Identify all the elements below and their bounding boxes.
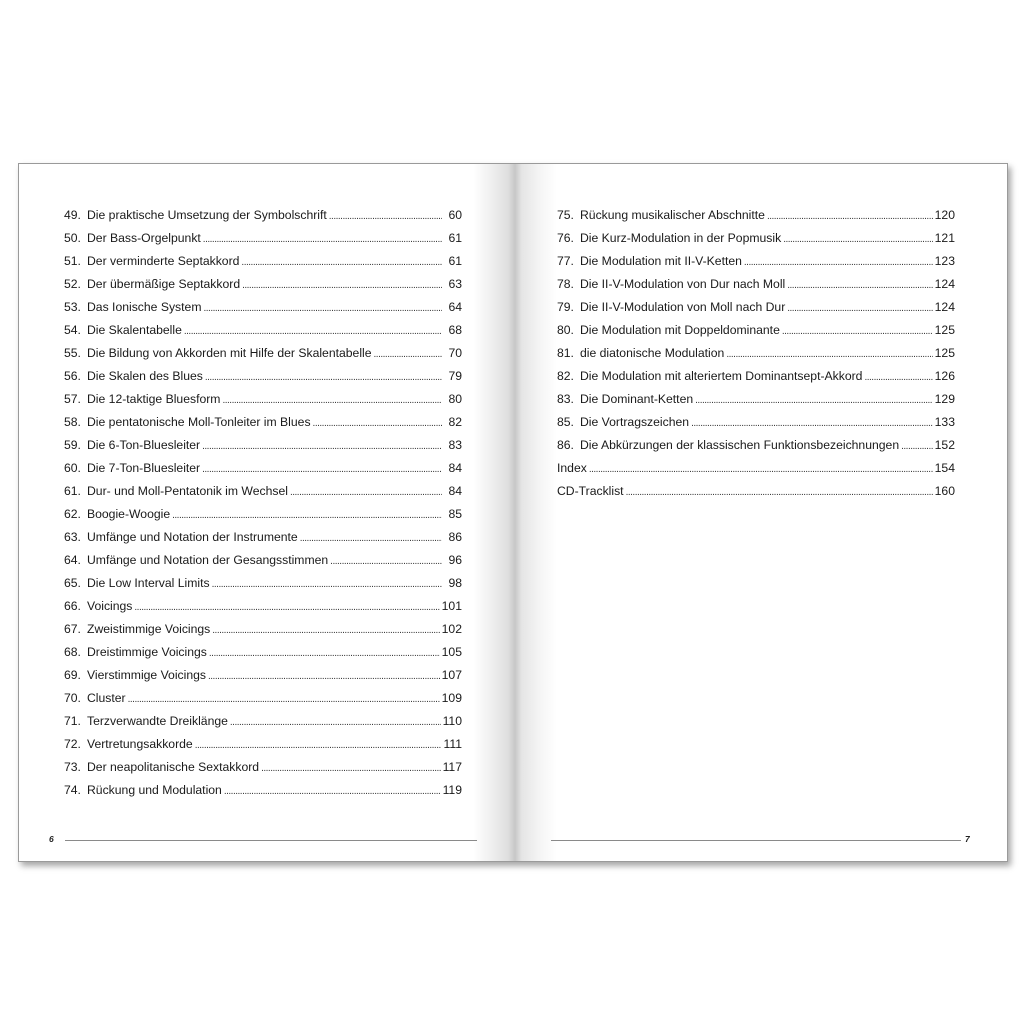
- toc-entry-number: 58.: [64, 415, 81, 429]
- toc-entry-page: 68: [448, 323, 462, 337]
- page-number-right: 7: [965, 834, 970, 844]
- toc-dot-leader: [330, 556, 442, 567]
- toc-entry-title: Die Skalentabelle: [87, 323, 182, 337]
- toc-entry: [557, 277, 955, 300]
- toc-entry-page: 83: [448, 438, 462, 452]
- toc-dot-leader: [787, 303, 932, 314]
- toc-entry-title: Rückung und Modulation: [87, 783, 222, 797]
- toc-entry: [557, 415, 955, 438]
- toc-entry-number: 71.: [64, 714, 81, 728]
- toc-entry-title: Die Modulation mit Doppeldominante: [580, 323, 780, 337]
- toc-entry-page: 121: [934, 231, 955, 245]
- toc-entry-number: 51.: [64, 254, 81, 268]
- toc-left-page: [64, 208, 462, 806]
- toc-entry: [557, 392, 955, 415]
- toc-entry-title: Terzverwandte Dreiklänge: [87, 714, 228, 728]
- toc-entry: [64, 622, 462, 645]
- toc-entry-title: Dur- und Moll-Pentatonik im Wechsel: [87, 484, 288, 498]
- toc-entry-title: Der übermäßige Septakkord: [87, 277, 241, 291]
- toc-entry: [557, 323, 955, 346]
- toc-right-page: [557, 208, 955, 507]
- toc-entry-number: 64.: [64, 553, 81, 567]
- toc-entry: [64, 507, 462, 530]
- toc-entry-page: 80: [448, 392, 462, 406]
- toc-entry-page: 125: [934, 323, 955, 337]
- toc-entry-title: Dreistimmige Voicings: [87, 645, 207, 659]
- toc-dot-leader: [212, 579, 442, 590]
- toc-dot-leader: [222, 395, 442, 406]
- toc-entry-page: 79: [448, 369, 462, 383]
- toc-entry-title: Index: [557, 461, 587, 475]
- toc-entry: [64, 254, 462, 277]
- toc-entry: [64, 277, 462, 300]
- toc-entry: [64, 668, 462, 691]
- toc-entry: [64, 484, 462, 507]
- toc-dot-leader: [224, 786, 441, 797]
- toc-dot-leader: [864, 372, 932, 383]
- toc-dot-leader: [726, 349, 932, 360]
- toc-entry-page: 124: [934, 277, 955, 291]
- toc-entry: [557, 484, 955, 507]
- toc-entry-page: 102: [441, 622, 462, 636]
- toc-entry-page: 82: [448, 415, 462, 429]
- toc-entry: [64, 415, 462, 438]
- page-number-left: 6: [49, 834, 54, 844]
- toc-dot-leader: [744, 257, 933, 268]
- toc-entry-number: 52.: [64, 277, 81, 291]
- toc-dot-leader: [202, 441, 442, 452]
- toc-entry-number: 68.: [64, 645, 81, 659]
- toc-dot-leader: [212, 625, 439, 636]
- toc-entry-number: 65.: [64, 576, 81, 590]
- toc-dot-leader: [691, 418, 933, 429]
- toc-entry-title: Die Skalen des Blues: [87, 369, 203, 383]
- toc-entry: [64, 599, 462, 622]
- toc-entry: [64, 438, 462, 461]
- toc-entry: [557, 369, 955, 392]
- toc-entry-title: Die 6-Ton-Bluesleiter: [87, 438, 201, 452]
- toc-entry: [557, 461, 955, 484]
- toc-dot-leader: [202, 464, 442, 475]
- toc-entry-title: Die II-V-Modulation von Moll nach Dur: [580, 300, 786, 314]
- toc-entry-title: Die Low Interval Limits: [87, 576, 210, 590]
- toc-entry-page: 110: [442, 714, 462, 728]
- toc-entry-page: 111: [443, 737, 462, 751]
- toc-entry: [557, 346, 955, 369]
- toc-dot-leader: [128, 694, 440, 705]
- toc-entry-number: 60.: [64, 461, 81, 475]
- toc-entry-page: 105: [441, 645, 462, 659]
- toc-entry-number: 85.: [557, 415, 574, 429]
- footer-rule-left: [65, 840, 477, 841]
- toc-entry-number: 59.: [64, 438, 81, 452]
- toc-entry-title: Umfänge und Notation der Gesangsstimmen: [87, 553, 329, 567]
- toc-entry-title: Zweistimmige Voicings: [87, 622, 211, 636]
- toc-entry-title: Die Vortragszeichen: [580, 415, 690, 429]
- toc-entry: [64, 323, 462, 346]
- toc-entry-title: Der verminderte Septakkord: [87, 254, 240, 268]
- toc-entry-title: Umfänge und Notation der Instrumente: [87, 530, 298, 544]
- toc-entry-number: 77.: [557, 254, 574, 268]
- toc-dot-leader: [172, 510, 442, 521]
- toc-entry: [64, 300, 462, 323]
- toc-entry: [64, 461, 462, 484]
- toc-entry: [64, 714, 462, 737]
- toc-entry: [64, 530, 462, 553]
- toc-entry: [64, 783, 462, 806]
- toc-entry-page: 154: [934, 461, 955, 475]
- toc-entry-page: 160: [934, 484, 955, 498]
- toc-dot-leader: [205, 372, 442, 383]
- toc-entry-page: 152: [934, 438, 955, 452]
- toc-dot-leader: [787, 280, 932, 291]
- toc-entry-page: 107: [441, 668, 462, 682]
- toc-entry-title: Die Dominant-Ketten: [580, 392, 694, 406]
- toc-entry: [64, 553, 462, 576]
- toc-entry-page: 61: [448, 254, 462, 268]
- toc-dot-leader: [261, 763, 440, 774]
- toc-entry-title: Cluster: [87, 691, 126, 705]
- toc-entry-page: 123: [934, 254, 955, 268]
- toc-entry-number: 66.: [64, 599, 81, 613]
- toc-entry-page: 101: [441, 599, 462, 613]
- toc-dot-leader: [626, 487, 933, 498]
- footer-rule-right: [551, 840, 961, 841]
- toc-dot-leader: [329, 211, 442, 222]
- toc-dot-leader: [374, 349, 442, 360]
- toc-dot-leader: [767, 211, 933, 222]
- toc-entry-number: 57.: [64, 392, 81, 406]
- toc-entry-title: Die 12-taktige Bluesform: [87, 392, 221, 406]
- toc-entry-number: 73.: [64, 760, 81, 774]
- toc-entry-page: 60: [448, 208, 462, 222]
- toc-entry-page: 84: [448, 484, 462, 498]
- toc-entry-number: 74.: [64, 783, 81, 797]
- toc-entry-page: 64: [448, 300, 462, 314]
- toc-dot-leader: [203, 303, 442, 314]
- toc-entry-number: 62.: [64, 507, 81, 521]
- toc-entry: [557, 254, 955, 277]
- toc-dot-leader: [209, 648, 440, 659]
- open-book: [18, 163, 1008, 862]
- toc-entry-title: Der neapolitanische Sextakkord: [87, 760, 260, 774]
- toc-dot-leader: [195, 740, 442, 751]
- toc-entry-title: Die 7-Ton-Bluesleiter: [87, 461, 201, 475]
- toc-entry-number: 67.: [64, 622, 81, 636]
- toc-entry: [64, 691, 462, 714]
- toc-dot-leader: [208, 671, 440, 682]
- toc-entry: [64, 392, 462, 415]
- toc-entry-title: Die Abkürzungen der klassischen Funktionsbezeichnungen: [580, 438, 900, 452]
- toc-entry-page: 133: [934, 415, 955, 429]
- toc-entry-title: Die II-V-Modulation von Dur nach Moll: [580, 277, 786, 291]
- toc-entry-number: 55.: [64, 346, 81, 360]
- toc-entry-title: Die praktische Umsetzung der Symbolschrift: [87, 208, 327, 222]
- toc-dot-leader: [290, 487, 442, 498]
- toc-entry-title: Das Ionische System: [87, 300, 202, 314]
- toc-dot-leader: [783, 234, 932, 245]
- toc-entry-title: Rückung musikalischer Abschnitte: [580, 208, 765, 222]
- toc-entry-title: die diatonische Modulation: [580, 346, 725, 360]
- toc-entry-title: Der Bass-Orgelpunkt: [87, 231, 201, 245]
- toc-entry-page: 126: [934, 369, 955, 383]
- toc-entry-page: 98: [448, 576, 462, 590]
- toc-entry-number: 78.: [557, 277, 574, 291]
- toc-entry-page: 85: [448, 507, 462, 521]
- toc-entry-title: Boogie-Woogie: [87, 507, 171, 521]
- toc-entry-number: 72.: [64, 737, 81, 751]
- toc-entry-number: 79.: [557, 300, 574, 314]
- toc-entry-number: 53.: [64, 300, 81, 314]
- toc-entry-number: 56.: [64, 369, 81, 383]
- toc-entry-number: 54.: [64, 323, 81, 337]
- toc-entry: [557, 300, 955, 323]
- toc-entry-page: 61: [448, 231, 462, 245]
- toc-entry: [64, 208, 462, 231]
- toc-entry-page: 84: [448, 461, 462, 475]
- toc-dot-leader: [241, 257, 442, 268]
- toc-entry-page: 129: [934, 392, 955, 406]
- toc-entry-number: 69.: [64, 668, 81, 682]
- toc-entry-title: Vertretungsakkorde: [87, 737, 193, 751]
- toc-entry-number: 81.: [557, 346, 574, 360]
- toc-entry-page: 63: [448, 277, 462, 291]
- toc-entry-page: 96: [448, 553, 462, 567]
- toc-dot-leader: [901, 441, 933, 452]
- toc-dot-leader: [242, 280, 442, 291]
- toc-entry-page: 120: [934, 208, 955, 222]
- toc-entry-page: 119: [442, 783, 462, 797]
- toc-entry-title: Die Bildung von Akkorden mit Hilfe der Skalentabelle: [87, 346, 372, 360]
- toc-entry-number: 49.: [64, 208, 81, 222]
- toc-dot-leader: [184, 326, 442, 337]
- toc-entry: [64, 231, 462, 254]
- toc-entry-title: CD-Tracklist: [557, 484, 624, 498]
- toc-entry: [64, 737, 462, 760]
- toc-entry: [64, 369, 462, 392]
- toc-entry-page: 86: [448, 530, 462, 544]
- toc-entry-number: 50.: [64, 231, 81, 245]
- toc-entry: [64, 760, 462, 783]
- toc-entry: [557, 438, 955, 461]
- toc-dot-leader: [203, 234, 442, 245]
- toc-entry: [64, 576, 462, 599]
- toc-entry-number: 70.: [64, 691, 81, 705]
- toc-dot-leader: [589, 464, 933, 475]
- toc-entry-page: 109: [441, 691, 462, 705]
- toc-dot-leader: [782, 326, 933, 337]
- toc-entry-title: Vierstimmige Voicings: [87, 668, 206, 682]
- toc-entry-number: 63.: [64, 530, 81, 544]
- toc-entry-number: 83.: [557, 392, 574, 406]
- toc-dot-leader: [300, 533, 442, 544]
- toc-entry-title: Die Kurz-Modulation in der Popmusik: [580, 231, 782, 245]
- toc-entry-title: Die Modulation mit II-V-Ketten: [580, 254, 742, 268]
- toc-entry: [557, 231, 955, 254]
- toc-entry: [557, 208, 955, 231]
- toc-entry-number: 61.: [64, 484, 81, 498]
- toc-entry-page: 124: [934, 300, 955, 314]
- toc-entry: [64, 346, 462, 369]
- toc-entry-page: 125: [934, 346, 955, 360]
- toc-entry-number: 76.: [557, 231, 574, 245]
- toc-dot-leader: [313, 418, 442, 429]
- toc-dot-leader: [230, 717, 441, 728]
- toc-entry-number: 82.: [557, 369, 574, 383]
- toc-entry-number: 80.: [557, 323, 574, 337]
- toc-entry-title: Voicings: [87, 599, 133, 613]
- toc-entry-number: 75.: [557, 208, 574, 222]
- toc-entry-number: 86.: [557, 438, 574, 452]
- toc-entry-title: Die pentatonische Moll-Tonleiter im Blues: [87, 415, 311, 429]
- toc-entry-page: 117: [442, 760, 462, 774]
- toc-dot-leader: [134, 602, 439, 613]
- toc-dot-leader: [695, 395, 933, 406]
- toc-entry-page: 70: [448, 346, 462, 360]
- toc-entry: [64, 645, 462, 668]
- toc-entry-title: Die Modulation mit alteriertem Dominantsept-Akkord: [580, 369, 863, 383]
- book-gutter: [473, 164, 557, 861]
